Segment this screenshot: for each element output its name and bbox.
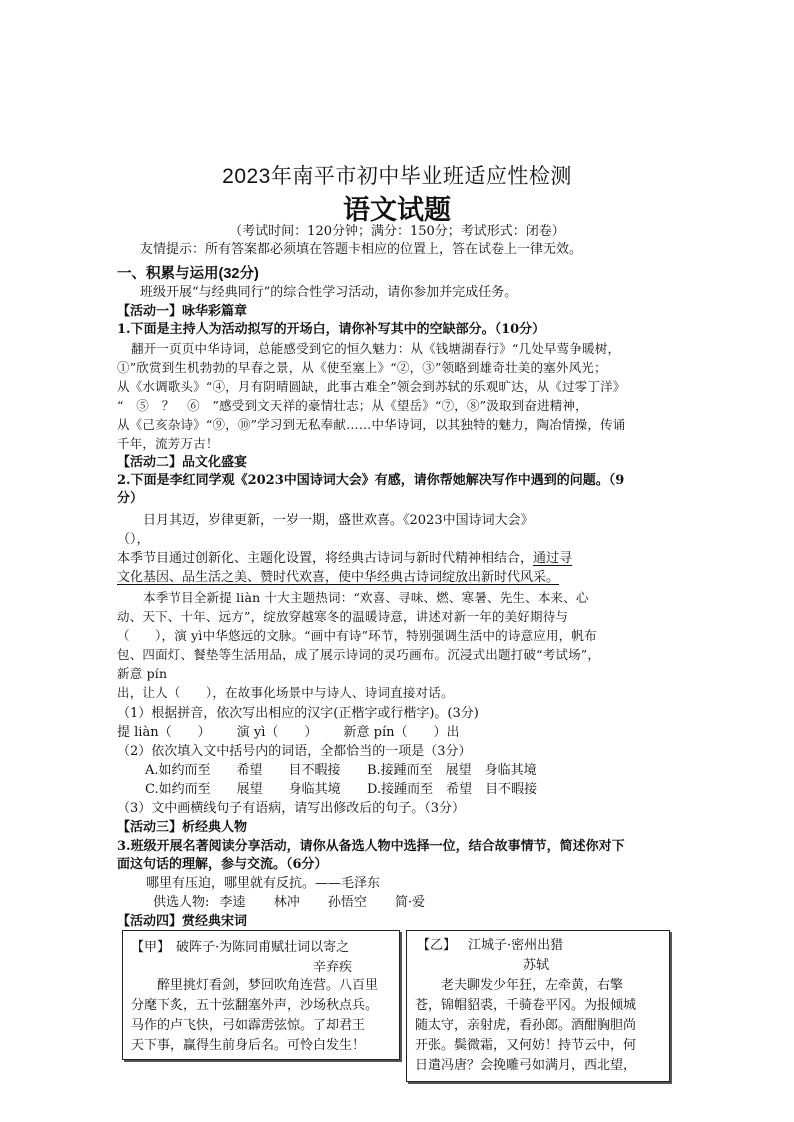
poem-a-header bbox=[131, 937, 349, 959]
poem-b-line: 老夫聊发少年狂，左牵黄，右擎 bbox=[441, 978, 624, 993]
poem-a-line: 马作的卢飞快，弓如霹雳弦惊。了却君王 bbox=[131, 1018, 366, 1033]
activity2-para1-text: 本季节目通过创新化、主题化设置，将经典古诗词与新时代精神相结合， bbox=[117, 551, 534, 566]
section1-heading: 一、积累与运用(32分) bbox=[117, 266, 259, 282]
activity1-line: “ ⑤ ？ ⑥ ”感受到文天祥的豪情壮志；从《望岳》“⑦，⑧”汲取到奋进精神， bbox=[117, 398, 588, 413]
activity2-sub3: （3）文中画横线句子有语病，请写出修改后的句子。（3分） bbox=[117, 801, 466, 816]
activity2-para2-line: 本季节目全新提 liàn 十大主题热词：“欢喜、寻味、燃、寒暑、先生、本来、心 bbox=[143, 590, 589, 605]
activity1-heading: 【活动一】咏华彩篇章 bbox=[117, 304, 248, 319]
activity1-line: 从《己亥杂诗》“⑨，⑩”学习到无私奉献……中华诗词，以其独特的魅力，陶冶情操，传诵 bbox=[117, 417, 626, 432]
underlined-sentence: 通过寻 bbox=[533, 551, 573, 566]
exam-title-line2: 语文试题 bbox=[343, 195, 451, 226]
poem-b-header bbox=[417, 935, 563, 957]
activity2-para1-line bbox=[117, 549, 677, 568]
candidate: 林冲 bbox=[273, 895, 300, 910]
activity3-question: 3.班级开展名著阅读分享活动，请你从备选人物中选择一位，结合故事情节，简述你对下 bbox=[117, 839, 625, 854]
poem-b-title: 江城子·密州出猎 bbox=[468, 938, 564, 953]
blank-yi: 演 yì（ ） bbox=[236, 725, 318, 740]
activity3-quote: 哪里有压迫，哪里就有反抗。——毛泽东 bbox=[146, 876, 381, 891]
activity2-para2-line: 新意 pín bbox=[117, 666, 168, 681]
activity4-heading: 【活动四】赏经典宋词 bbox=[117, 914, 248, 929]
underlined-sentence-cont: 文化基因、品生活之美、赞时代欢喜，使中华经典古诗词绽放出新时代风采。 bbox=[117, 570, 560, 585]
candidate: 简·爱 bbox=[395, 895, 426, 910]
poem-b-author: 苏轼 bbox=[523, 958, 550, 973]
blank-pin: 新意 pín（ ）出 bbox=[343, 725, 460, 740]
activity2-sub2: （2）依次填入文中括号内的词语，全都恰当的一项是（3分） bbox=[117, 744, 472, 759]
option-b: B.接踵而至 展望 身临其境 bbox=[367, 763, 537, 778]
activity1-line: 千年，流芳万古！ bbox=[117, 436, 219, 451]
activity2-para1-line: （）， bbox=[117, 532, 150, 547]
poem-b-line: 苍，锦帽貂裘，千骑卷平冈。为报倾城 bbox=[415, 998, 637, 1013]
activity2-question: 2.下面是李红同学观《2023中国诗词大会》有感，请你帮她解决写作中遇到的问题。（9 bbox=[117, 473, 625, 488]
activity3-heading: 【活动三】析经典人物 bbox=[117, 820, 248, 835]
activity1-line: ①”欣赏到生机勃勃的早春之景，从《使至塞上》“②，③”领略到雄奇壮美的塞外风光； bbox=[117, 360, 607, 375]
activity2-para2-line: （ ），演 yì中华悠远的文脉。“画中有诗”环节，特别强调生活中的诗意应用，帆布 bbox=[117, 628, 597, 643]
activity2-para1-line: 日月其迈，岁律更新，一岁一期，盛世欢喜。《2023中国诗词大会》 bbox=[143, 513, 534, 528]
option-c: C.如约而至 展望 身临其境 bbox=[145, 782, 341, 797]
candidates-label: 供选人物: bbox=[153, 895, 210, 910]
option-a: A.如约而至 希望 目不暇接 bbox=[145, 763, 341, 778]
options-row bbox=[145, 761, 705, 780]
poem-b-line: 随太守，亲射虎，看孙郎。酒酣胸胆尚 bbox=[415, 1018, 637, 1033]
activity2-para2-line: 包、四面灯、餐垫等生活用品，成了展示诗词的灵巧画布。沉浸式出题打破“考试场”， bbox=[117, 647, 601, 662]
activity2-question-cont: 分） bbox=[117, 491, 144, 506]
activity2-para2-line: 动、天下、十年、远方”，绽放穿越寒冬的温暖诗意，讲述对新一年的美好期待与 bbox=[117, 609, 569, 624]
options-row bbox=[145, 780, 705, 799]
activity2-sub1-blanks bbox=[117, 723, 677, 742]
poem-box-yi bbox=[406, 930, 670, 1082]
activity2-para2-line: 出，让人（ ），在故事化场景中与诗人、诗词直接对话。 bbox=[117, 685, 454, 700]
poem-a-line: 天下事，赢得生前身后名。可怜白发生！ bbox=[131, 1038, 366, 1053]
poem-a-author: 辛弃疾 bbox=[313, 960, 353, 975]
option-d: D.接踵而至 希望 目不暇接 bbox=[367, 782, 538, 797]
poem-b-line: 开张。鬓微霜，又何妨！持节云中，何 bbox=[415, 1038, 637, 1053]
activity2-heading: 【活动二】品文化盛宴 bbox=[117, 455, 248, 470]
friendly-tip: 友情提示：所有答案都必须填在答题卡相应的位置上，答在试卷上一律无效。 bbox=[140, 242, 583, 257]
poem-b-tag: 【乙】 bbox=[417, 938, 457, 953]
poem-b-line: 日遣冯唐？会挽雕弓如满月，西北望， bbox=[415, 1058, 637, 1073]
activity1-question: 1.下面是主持人为活动拟写的开场白，请你补写其中的空缺部分。（10分） bbox=[117, 322, 546, 337]
poem-a-line: 醉里挑灯看剑，梦回吹角连营。八百里 bbox=[157, 978, 379, 993]
poem-a-tag: 【甲】 bbox=[131, 940, 171, 955]
poem-a-title: 破阵子·为陈同甫赋壮词以寄之 bbox=[176, 940, 350, 955]
poem-box-jia bbox=[122, 930, 400, 1060]
activity1-line: 从《水调歌头》“④，月有阴晴圆缺，此事古难全”领会到苏轼的乐观旷达，从《过零丁洋》 bbox=[117, 379, 626, 394]
activity2-sub1: （1）根据拼音，依次写出相应的汉字(正楷字或行楷字)。(3分) bbox=[117, 706, 479, 721]
activity1-line: 翻开一页页中华诗词，总能感受到它的恒久魅力：从《钱塘湖春行》“几处早莺争暖树， bbox=[131, 341, 621, 356]
exam-title-line1: 2023年南平市初中毕业班适应性检测 bbox=[222, 165, 572, 188]
candidate: 孙悟空 bbox=[327, 895, 367, 910]
candidate: 李逵 bbox=[219, 895, 246, 910]
exam-info: （考试时间：120分钟；满分：150分；考试形式：闭卷） bbox=[229, 224, 565, 239]
activity3-candidates bbox=[153, 893, 713, 912]
poem-a-line: 分麾下炙，五十弦翻塞外声，沙场秋点兵。 bbox=[131, 998, 379, 1013]
blank-lian: 提 liàn（ ） bbox=[117, 725, 211, 740]
activity3-question-cont: 面这句话的理解，参与交流。（6分） bbox=[117, 857, 328, 872]
section1-intro: 班级开展“与经典同行”的综合性学习活动，请你参加并完成任务。 bbox=[140, 285, 518, 300]
